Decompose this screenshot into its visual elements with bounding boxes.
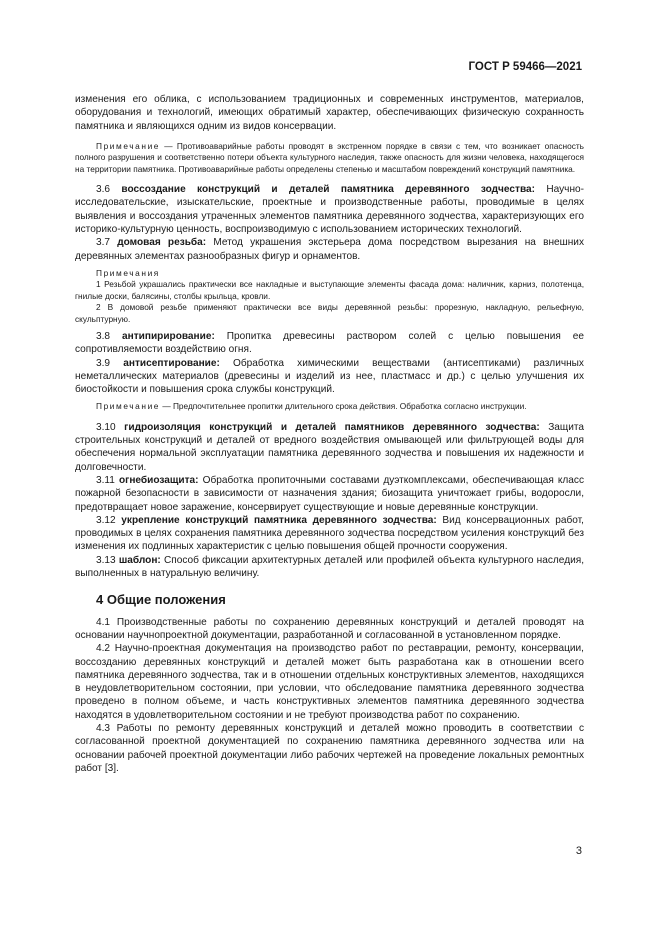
intro-paragraph: изменения его облика, с использованием традиционных и современных инструментов, материалов, оборудования и технологий, имеющих обратимый характер, обеспечивающих физическую сохранность памятника и являющихся одним из видов консервации. <box>75 94 584 132</box>
standard-number: ГОСТ Р 59466—2021 <box>468 61 582 73</box>
section-4-heading: 4 Общие положения <box>96 592 226 608</box>
note-3-7-item-1: 1 Резьбой украшались практически все накладные и выступающие элементы фасада дома: наличник, карниз, полотенца, гнилые доски, балясины, столбы крыльца, кровли. <box>75 279 584 301</box>
note-3-7-item-2: 2 В домовой резьбе применяют практически все виды деревянной резьбы: прорезную, накладную, рельефную, скульптурную. <box>75 302 584 324</box>
document-body <box>75 93 584 775</box>
notes-3-7-label: Примечания <box>96 267 160 278</box>
term-3-11: 3.11 огнебиозащита: Обработка пропиточными составами дуэткомплексами, обеспечивающая класс пожарной безопасности в зависимости от назначения здания; биозащита уничтожает грибы, водоросли, предотвращает новое заражение, консервирует существующие и новые деревянные конструкции. <box>75 475 585 513</box>
page-number: 3 <box>575 845 582 857</box>
term-3-6: 3.6 воссоздание конструкций и деталей памятника деревянного зодчества: Научно-исследовательские, изыскательские, проектные и производственные работы, проводимые в целях выявления и воссоздания утраченных элементов памятника деревянного зодчества, характеризующих его историко-культурную ценность, воспроизводимую с использованием исторических технологий. <box>75 184 584 235</box>
paragraph-4-2: 4.2 Научно-проектная документация на производство работ по реставрации, ремонту, консервации, воссозданию деревянных конструкций и деталей может быть разработана как в отношении всего памятника деревянного зодчества, так и в отношении отдельных конструктивных элементов, находящихся в неудовлетворительном состоянии, при условии, что обследование памятника деревянного зодчества проведено в полном объеме, и часть конструктивных элементов памятника деревянного зодчества находятся в удовлетворительном состоянии и не требуют производства работ по сохранению. <box>75 643 584 721</box>
note-3-5: Примечание — Противоаварийные работы проводят в экстренном порядке в связи с тем, что возникает опасность полного разрушения и соответственно потери объекта культурного наследия, также опасность для жизни человека, находящегося на территории памятника. Противоаварийные работы определены степенью и масштабом повреждений конструкций памятника. <box>75 140 584 174</box>
note-3-9: Примечание — Предпочтительнее пропитки длительного срока действия. Обработка согласно инструкции. <box>96 401 527 412</box>
paragraph-4-3: 4.3 Работы по ремонту деревянных конструкций и деталей можно проводить в соответствии с согласованной проектной документацией по сохранению памятника деревянного зодчества или на основании рабочей проектной документации либо рабочих чертежей на проведение локальных ремонтных работ [3]. <box>75 723 584 774</box>
term-3-10: 3.10 гидроизоляция конструкций и деталей памятников деревянного зодчества: Защита строительных конструкций и деталей от вредного воздействия омывающей или фильтрующей воды для обеспечения нормальной эксплуатации памятника деревянного зодчества и повышения их надежности и долговечности. <box>75 421 584 473</box>
paragraph-4-1: 4.1 Производственные работы по сохранению деревянных конструкций и деталей проводят на основании научнопроектной документации, разработанной и согласованной в установленном порядке. <box>75 616 584 641</box>
term-3-12: 3.12 укрепление конструкций памятника деревянного зодчества: Вид консервационных работ, проводимых в целях сохранения памятника деревянного зодчества посредством усиления конструкций без изменения их подлинных характеристик с целью повышения общей прочности сооружения. <box>75 514 584 553</box>
term-3-13: 3.13 шаблон: Способ фиксации архитектурных деталей или профилей объекта культурного наследия, выполненных в натуральную величину. <box>75 554 584 580</box>
term-3-8: 3.8 антипирирование: Пропитка древесины раствором солей с целью повышения ее сопротивляемости воздействию огня. <box>75 330 584 356</box>
term-3-9: 3.9 антисептирование: Обработка химическими веществами (антисептиками) различных неметаллических материалов (древесины и изделий из нее, пластмасс и др.) с целью улучшения их биостойкости и повышения срока службы конструкций. <box>75 357 584 396</box>
term-3-7: 3.7 домовая резьба: Метод украшения экстерьера дома посредством вырезания на внешних деревянных элементах разнообразных фигур и орнаментов. <box>75 237 584 262</box>
